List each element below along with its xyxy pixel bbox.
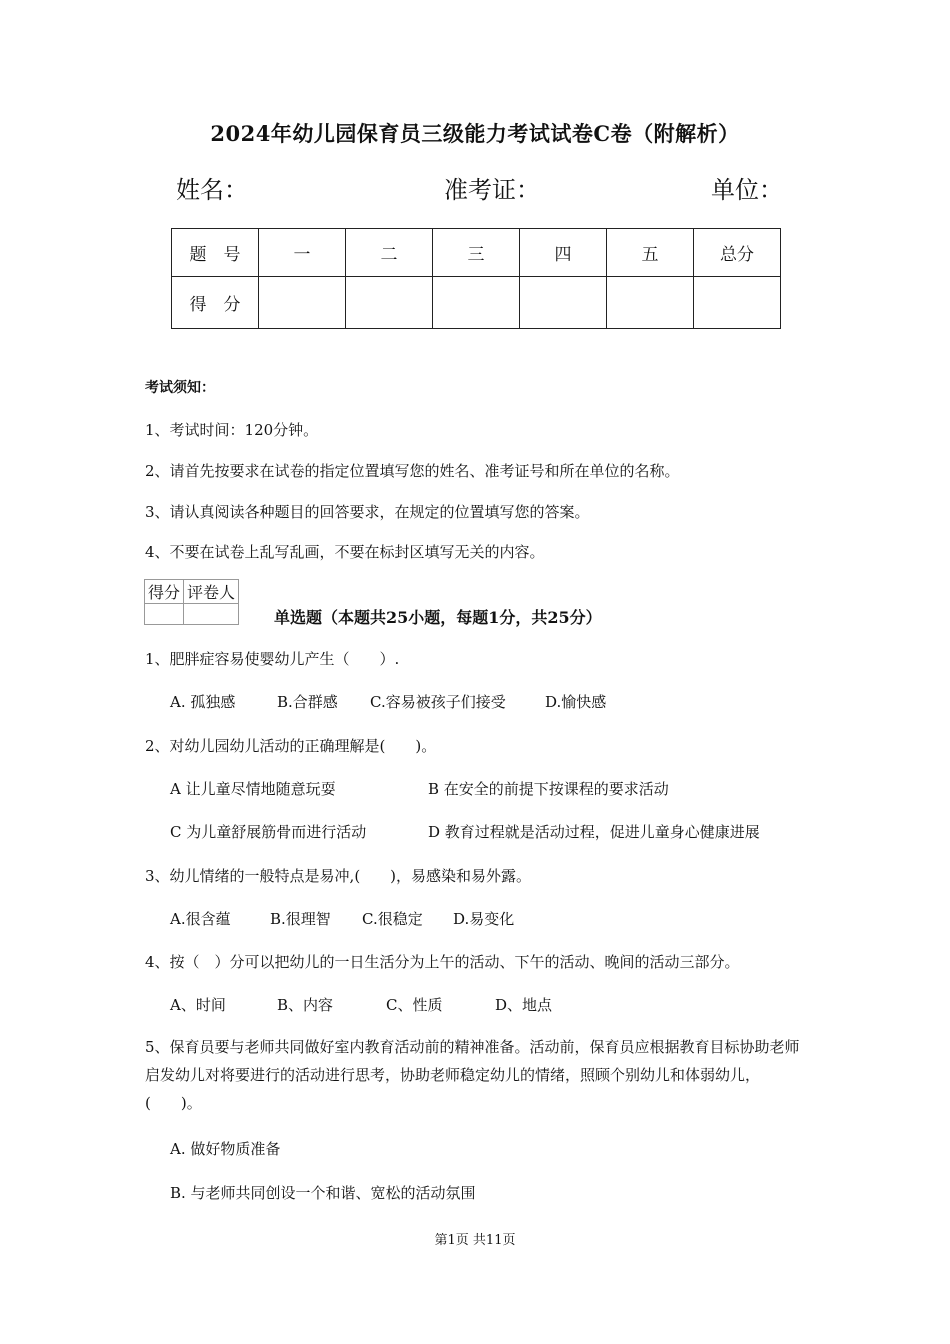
exam-id-label: 准考证： (444, 176, 540, 204)
score-header-cell: 五 (607, 229, 694, 277)
q5-option-a: A. 做好物质准备 (170, 1140, 281, 1158)
score-header-cell: 一 (259, 229, 346, 277)
question-1: 1、肥胖症容易使婴幼儿产生（ ）. (145, 650, 400, 668)
q3-option-d: D.易变化 (453, 910, 515, 928)
q2-option-b: B 在安全的前提下按课程的要求活动 (428, 780, 669, 798)
q2-option-a: A 让儿童尽情地随意玩耍 (170, 780, 336, 798)
q4-option-a: A、时间 (170, 996, 226, 1014)
q4-option-b: B、内容 (277, 996, 334, 1014)
score-header-cell: 题 号 (172, 229, 259, 277)
q3-option-a: A.很含蕴 (170, 910, 231, 928)
q1-option-b: B.合群感 (277, 693, 338, 711)
q1-option-c: C.容易被孩子们接受 (370, 693, 506, 711)
score-row-label: 得 分 (172, 277, 259, 329)
score-cell (694, 277, 781, 329)
q5-option-b: B. 与老师共同创设一个和谐、宽松的活动氛围 (170, 1184, 476, 1202)
grader-name-cell (184, 604, 239, 625)
score-cell (259, 277, 346, 329)
notice-item: 4、不要在试卷上乱写乱画，不要在标封区填写无关的内容。 (145, 543, 545, 561)
notice-item: 1、考试时间：120分钟。 (145, 421, 319, 439)
name-label: 姓名： (176, 176, 248, 204)
score-header-cell: 三 (433, 229, 520, 277)
grader-score-cell (145, 604, 184, 625)
question-4: 4、按（ ）分可以把幼儿的一日生活分为上午的活动、下午的活动、晚间的活动三部分。 (145, 953, 740, 971)
notice-item: 2、请首先按要求在试卷的指定位置填写您的姓名、准考证号和所在单位的名称。 (145, 462, 680, 480)
score-table-header-row (172, 229, 781, 277)
q2-option-c: C 为儿童舒展筋骨而进行活动 (170, 823, 367, 841)
q3-option-b: B.很理智 (270, 910, 331, 928)
q4-option-c: C、性质 (386, 996, 443, 1014)
grader-table (144, 579, 239, 625)
notice-heading: 考试须知： (145, 380, 215, 396)
q3-option-c: C.很稳定 (362, 910, 423, 928)
section-heading: 单选题（本题共25小题，每题1分，共25分） (274, 608, 602, 627)
q4-option-d: D、地点 (495, 996, 553, 1014)
score-cell (433, 277, 520, 329)
score-table-score-row (172, 277, 781, 329)
unit-label: 单位： (711, 176, 783, 204)
grader-name-label: 评卷人 (184, 580, 239, 604)
page-title: 2024年幼儿园保育员三级能力考试试卷C卷（附解析） (210, 121, 740, 146)
score-table (171, 228, 781, 329)
question-2: 2、对幼儿园幼儿活动的正确理解是( )。 (145, 737, 437, 755)
score-cell (607, 277, 694, 329)
notice-item: 3、请认真阅读各种题目的回答要求，在规定的位置填写您的答案。 (145, 503, 590, 521)
page-footer: 第1页 共11页 (434, 1233, 516, 1248)
score-header-cell: 四 (520, 229, 607, 277)
q1-option-a: A. 孤独感 (170, 693, 236, 711)
score-header-cell: 总分 (694, 229, 781, 277)
grader-score-label: 得分 (145, 580, 184, 604)
question-5: 5、保育员要与老师共同做好室内教育活动前的精神准备。活动前，保育员应根据教育目标协助老师启发幼儿对将要进行的活动进行思考，协助老师稳定幼儿的情绪，照顾个别幼儿和体弱幼儿，( )。 (145, 1038, 800, 1112)
q1-option-d: D.愉快感 (545, 693, 607, 711)
score-cell (520, 277, 607, 329)
q2-option-d: D 教育过程就是活动过程，促进儿童身心健康进展 (428, 823, 760, 841)
score-header-cell: 二 (346, 229, 433, 277)
score-cell (346, 277, 433, 329)
question-3: 3、幼儿情绪的一般特点是易冲,( )，易感染和易外露。 (145, 867, 532, 885)
